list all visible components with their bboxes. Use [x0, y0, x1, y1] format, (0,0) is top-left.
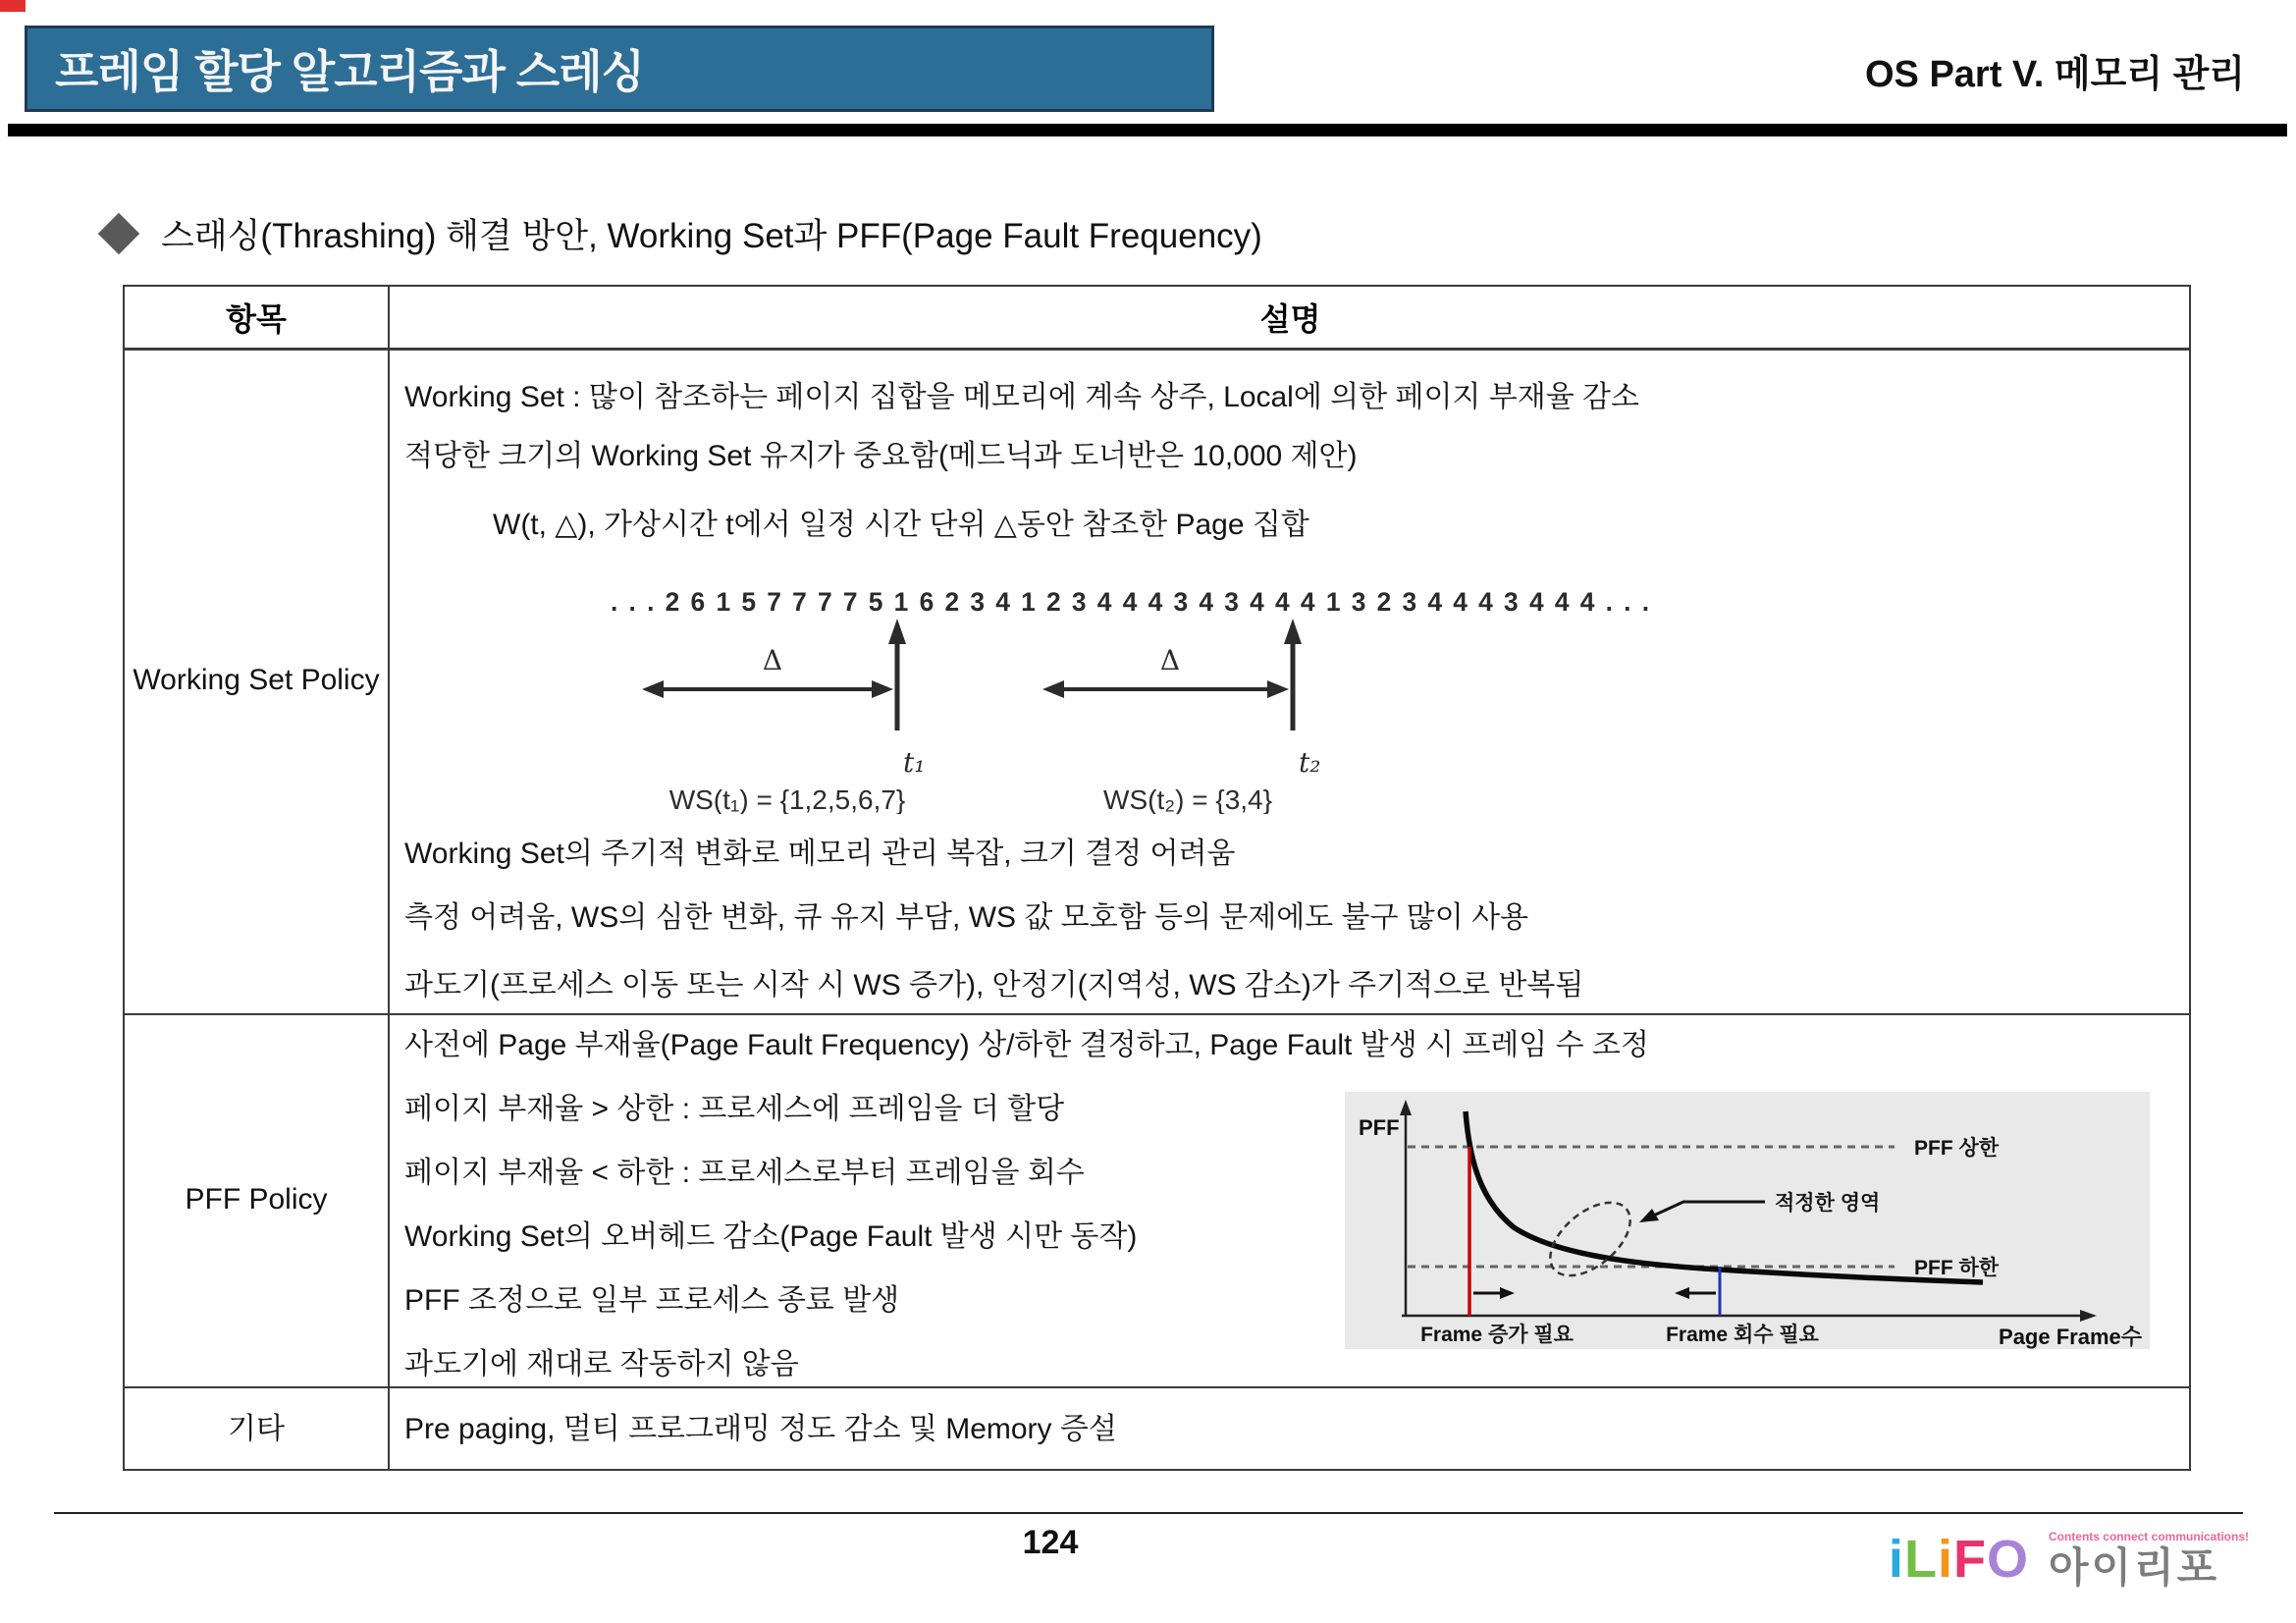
pff-line-3: 페이지 부재율 < 하한 : 프로세스로부터 프레임을 회수 [404, 1157, 1085, 1189]
col-header-item: 항목 [226, 301, 287, 337]
table-row-border-2 [125, 1386, 2189, 1388]
row-label-pff: PFF Policy [185, 1183, 328, 1216]
pff-line-1: 사전에 Page 부재율(Page Fault Frequency) 상/하한 결정하고, Page Fault 발생 시 프레임 수 조정 [404, 1029, 1649, 1061]
page-reference-string: . . . 2 6 1 5 7 7 7 7 5 1 6 2 3 4 1 2 3 4 4 4 3 4 3 4 4 4 1 3 2 3 4 4 4 3 4 4 4 . . . [611, 587, 1651, 617]
delta1-label: Δ [762, 644, 783, 676]
t1-label: t₁ [903, 746, 926, 779]
logo-letter-i2: i [1937, 1530, 1953, 1589]
row-label-etc: 기타 [228, 1413, 285, 1445]
footer-rule [54, 1512, 2243, 1514]
delta1-left-arrowhead-icon [642, 680, 664, 698]
ws-line-4: Working Set의 주기적 변화로 메모리 관리 복잡, 크기 결정 어려움 [404, 838, 1236, 870]
frame-increase-label: Frame 증가 필요 [1420, 1324, 1574, 1346]
pff-x-axis-label: Page Frame수 [1999, 1325, 2142, 1349]
course-title: OS Part V. 메모리 관리 [1864, 54, 2245, 95]
pff-line-6: 과도기에 재대로 작동하지 않음 [404, 1348, 799, 1380]
pff-line-5: PFF 조정으로 일부 프로세스 종료 발생 [404, 1284, 900, 1317]
table-header-border [125, 348, 2189, 351]
pff-lower-bound-label: PFF 하한 [1914, 1257, 2000, 1279]
logo-letter-l: L [1903, 1530, 1938, 1589]
table-column-divider [388, 287, 390, 1469]
logo-letter-f: F [1952, 1530, 1987, 1589]
pff-line-4: Working Set의 오버헤드 감소(Page Fault 발생 시만 동작) [404, 1220, 1138, 1253]
delta1-right-arrowhead-icon [872, 680, 893, 698]
slide-title-bar [25, 26, 1214, 112]
slide-title: 프레임 할당 알고리즘과 스레싱 [55, 46, 645, 97]
pff-y-axis-label: PFF [1359, 1115, 1400, 1140]
ilifo-logo [1889, 1528, 2249, 1591]
col-header-desc: 설명 [1259, 301, 1321, 337]
delta2-right-arrowhead-icon [1267, 680, 1289, 698]
logo-tagline: Contents connect communications! [2048, 1530, 2249, 1543]
ilifo-logo-word [1889, 1528, 2029, 1591]
frame-reclaim-label: Frame 회수 필요 [1666, 1324, 1819, 1346]
t2-label: t₂ [1299, 746, 1321, 779]
ws-line-3: W(t, △), 가상시간 t에서 일정 시간 단위 △동안 참조한 Page 집합 [493, 509, 1309, 541]
delta2-left-arrowhead-icon [1042, 680, 1064, 698]
ws-t1-equation: WS(t₁) = {1,2,5,6,7} [668, 784, 906, 814]
logo-right-block [2049, 1530, 2249, 1591]
ws-line-1: Working Set : 많이 참조하는 페이지 집합을 메모리에 계속 상주, Local에 의한 페이지 부재율 감소 [404, 381, 1639, 413]
ws-t2-equation: WS(t₂) = {3,4} [1103, 784, 1272, 814]
content-table [123, 285, 2191, 1471]
logo-korean-text: 아이리포 [2048, 1544, 2220, 1591]
ws-line-2: 적당한 크기의 Working Set 유지가 중요함(메드닉과 도너반은 10,000 제안) [404, 440, 1358, 472]
page-number: 124 [1022, 1524, 1079, 1561]
etc-desc: Pre paging, 멀티 프로그래밍 정도 감소 및 Memory 증설 [404, 1413, 1117, 1445]
section-heading-text: 스래싱(Thrashing) 해결 방안, Working Set과 PFF(Page Fault Frequency) [161, 217, 1262, 255]
diamond-bullet-icon [98, 213, 139, 254]
pff-chart [1345, 1092, 2150, 1349]
t1-arrowhead-icon [888, 619, 906, 644]
working-set-diagram [591, 583, 1671, 814]
table-row-border-1 [125, 1013, 2189, 1015]
corner-red-mark [0, 0, 26, 12]
optimal-region-label: 적정한 영역 [1775, 1192, 1881, 1215]
delta2-label: Δ [1159, 644, 1181, 676]
section-heading [98, 206, 1262, 261]
ws-line-5: 측정 어려움, WS의 심한 변화, 큐 유지 부담, WS 값 모호함 등의 문제에도 불구 많이 사용 [404, 901, 1529, 934]
t2-arrowhead-icon [1284, 619, 1302, 644]
pff-line-2: 페이지 부재율 > 상한 : 프로세스에 프레임을 더 할당 [404, 1093, 1065, 1125]
pff-upper-bound-label: PFF 상한 [1914, 1137, 2000, 1160]
row-label-working-set: Working Set Policy [133, 664, 380, 696]
ws-line-6: 과도기(프로세스 이동 또는 시작 시 WS 증가), 안정기(지역성, WS 감소)가 주기적으로 반복됨 [404, 969, 1584, 1001]
logo-letter-o: O [1986, 1530, 2029, 1589]
header-rule [8, 124, 2287, 136]
logo-letter-i1: i [1888, 1530, 1904, 1589]
